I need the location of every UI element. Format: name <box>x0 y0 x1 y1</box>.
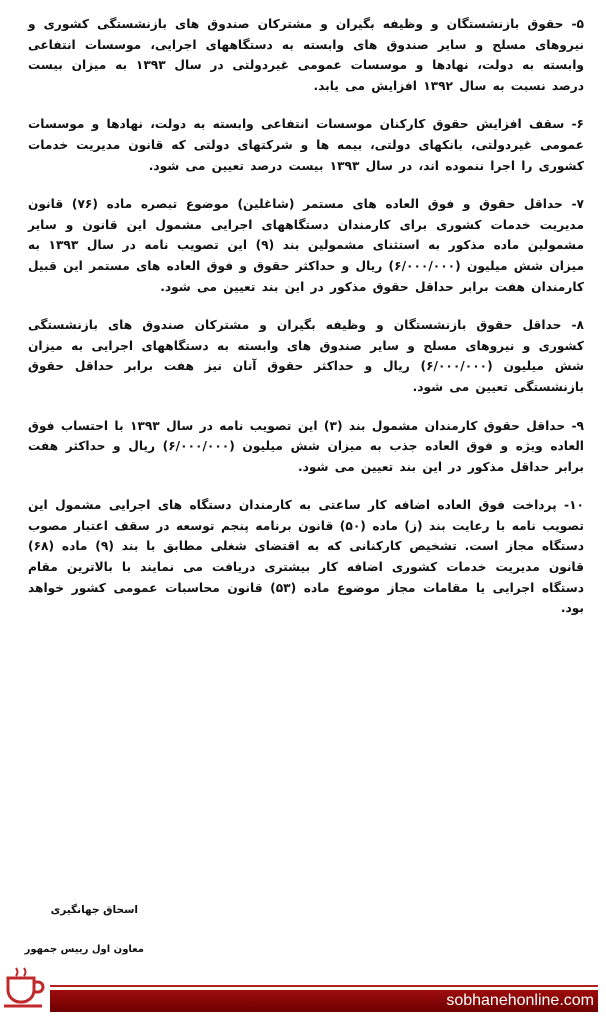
paragraph-6: ۶- سقف افزایش حقوق کارکنان موسسات انتفاعی وابسته به دولت، نهادها و موسسات عمومی غیردولتی، بانکهای دولتی، بیمه ها و شرکتهای دولتی که قانون مدیریت خدمات کشوری را اجرا ننموده اند، در سال ۱۳۹۳ بیست درصد تعیین می شود. <box>28 117 584 173</box>
paragraph-10: ۱۰- پرداخت فوق العاده اضافه کار ساعتی به کارمندان دستگاه های اجرایی مشمول این تصویب نامه با رعایت بند (ز) ماده (۵۰) قانون برنامه پنجم توسعه در سقف اعتبار مصوب دستگاه مجاز است. تشخیص کارکنانی که به اقتضای شغلی مطابق با بند (۹) ماده (۶۸) قانون مدیریت خدمات کشوری اضافه کار بیشتری دریافت می نمایند با بالاترین مقام دستگاه اجرایی یا مقامات مجاز موضوع ماده (۵۳) قانون محاسبات عمومی کشور خواهد بود. <box>28 498 584 616</box>
paragraph-8: ۸- حداقل حقوق بازنشستگان و وظیفه بگیران و مشترکان صندوق های بازنشستگی کشوری و نیروهای مسلح و سایر صندوق های وابسته به دستگاههای اجرایی به میزان شش میلیون (۶/۰۰۰/۰۰۰) ریال و حداکثر حقوق آنان نیز هفت برابر حداقل حقوق بازنشستگی تعیین می شود. <box>28 318 584 394</box>
paragraph-5: ۵- حقوق بازنشستگان و وظیفه بگیران و مشترکان صندوق های بازنشستگی کشوری و نیروهای مسلح و سایر صندوق های وابسته به دستگاههای اجرایی، موسسات انتفاعی وابسته به دولت، نهادها و موسسات عمومی غیردولتی در سال ۱۳۹۳ به میزان بیست درصد نسبت به سال ۱۳۹۲ افزایش می یابد. <box>28 17 584 93</box>
footer-divider <box>50 985 598 987</box>
signature-name: اسحاق جهانگیری <box>50 904 138 916</box>
paragraph-7: ۷- حداقل حقوق و فوق العاده های مستمر (شاغلین) موضوع تبصره ماده (۷۶) قانون مدیریت خدمات کشوری برای کارمندان دستگاههای اجرایی مشمول این قانون و سایر مشمولین ماده مذکور به استثنای مشمولین بند (۹) این تصویب نامه در سال ۱۳۹۳ به میزان شش میلیون (۶/۰۰۰/۰۰۰) ریال و حداکثر حقوق و فوق العاده های مستمر این قبیل کارمندان هفت برابر حداقل حقوق مذکور در این بند تعیین می شود. <box>28 197 584 294</box>
signature-title: معاون اول رییس جمهور <box>24 944 144 955</box>
decree-body <box>28 14 584 637</box>
site-link[interactable]: sobhanehonline.com <box>446 992 594 1009</box>
coffee-cup-icon <box>2 964 48 1010</box>
paragraph-9: ۹- حداقل حقوق کارمندان مشمول بند (۳) این تصویب نامه در سال ۱۳۹۳ با احتساب فوق العاده ویژه و فوق العاده جذب به میزان شش میلیون (۶/۰۰۰/۰۰۰) ریال و حداکثر هفت برابر حداقل مذکور در این بند تعیین می شود. <box>28 418 584 474</box>
